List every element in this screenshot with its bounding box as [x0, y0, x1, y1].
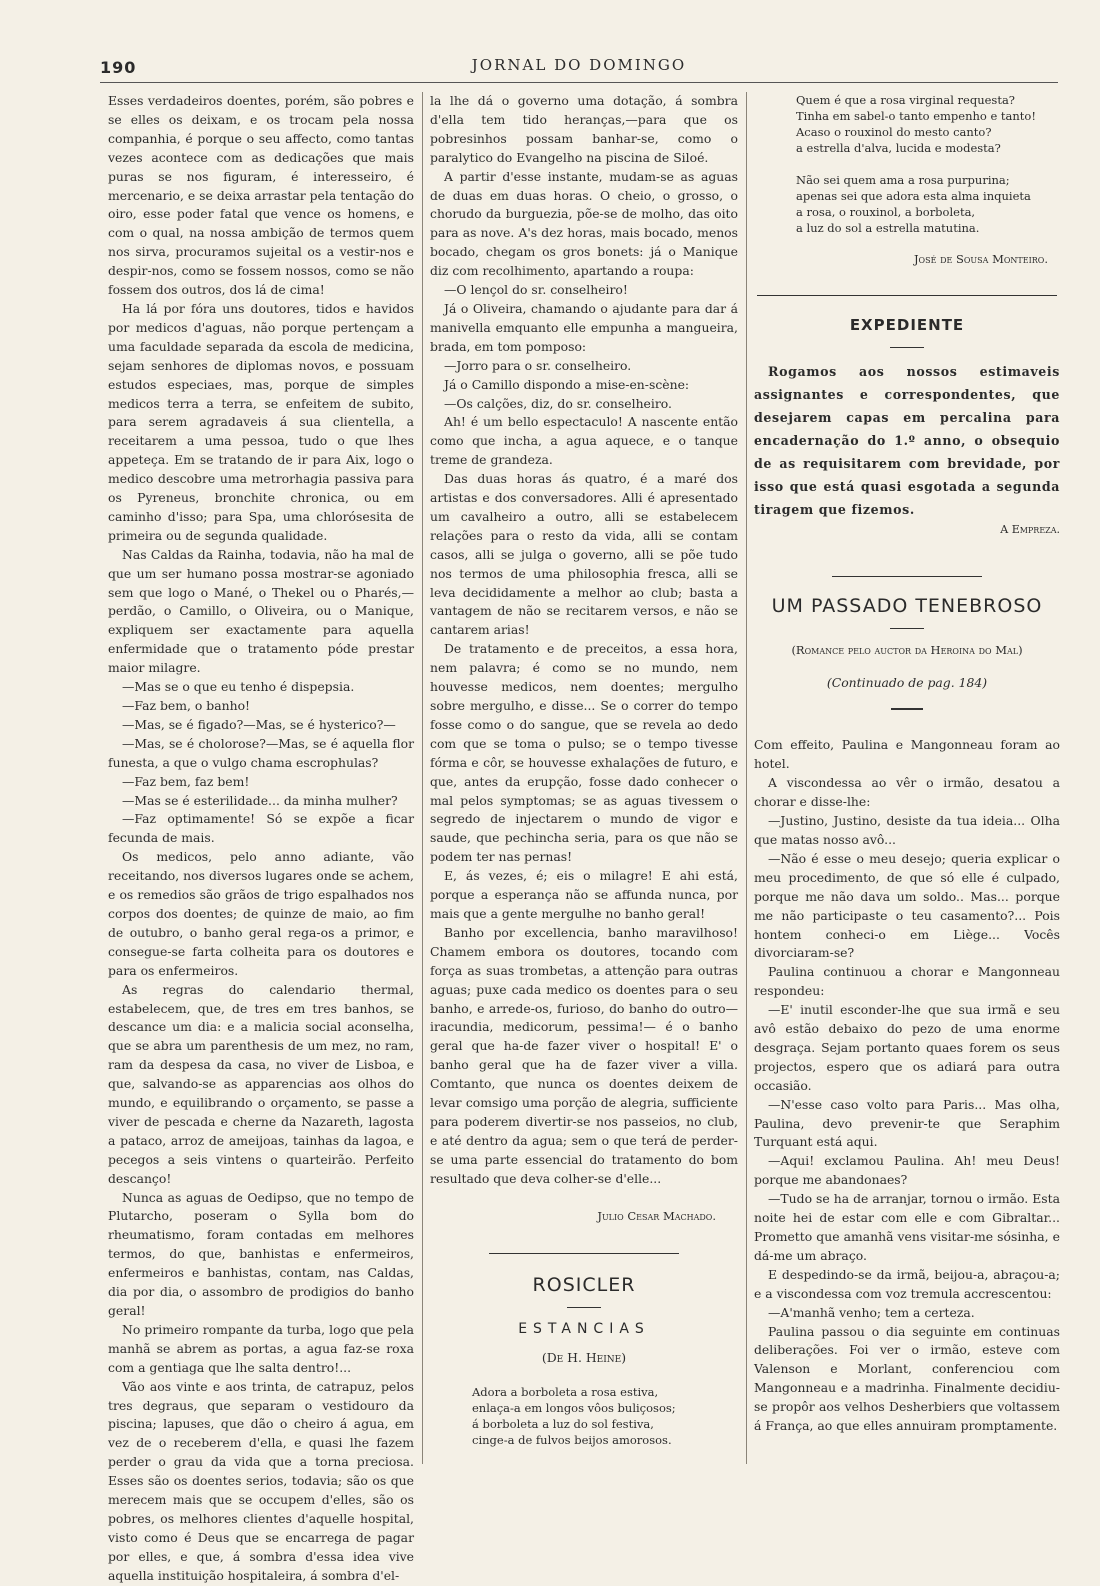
col1-paragraph: Esses verdadeiros doentes, porém, são pobres e se elles os deixam, e os trocam pela nossa companhia, é porque o seu affecto, como tantas vezes acontece com as dedicações que mais puras se nos figuram, é interesseiro, é mercenario, e se deixa arrastar pela tentação do oiro, esse poder fatal que vence os homens, e com o qual, na nossa ambição de termos quem nos sirva, procuramos sujeital os a vestir-nos e despir-nos, como se fossem nossos, como se não fossem dos outros, dos lá de cima!: [108, 93, 414, 298]
column-divider-1: [422, 92, 423, 1464]
header-rule: [100, 82, 1058, 83]
story-rule: [891, 708, 923, 710]
col2-paragraph: Banho por excellencia, banho maravilhoso! Chamem embora os doutores, tocando com força as suas trombetas, a attenção para outras aguas; puxe cada medico os doentes para o seu banho, e arrede-os, furioso, do banho do outro—iracundia, medicorum, pessima!— é o banho geral que ha-de fazer viver o hospital! E' o banho geral que ha de fazer viver a villa. Comtanto, que nunca os doentes deixem de levar comsigo uma porção de alegria, sufficiente para poderem divertir-se nos passeios, no club, e até dentro da agua; sem o que terá de perder-se uma parte essencial do tratamento do bom resultado que deva colher-se d'elle...: [430, 924, 738, 1186]
col2-paragraph: De tratamento e de preceitos, a essa hora, nem palavra; é como se no mundo, nem houvesse medicos, nem doentes; mergulho sobre mergulho, e disse... Se o correr do tempo fosse como o do sangue, que se revela ao dedo com que se toma o pulso; se o tempo tivesse fórma e côr, se houvesse exhalações de futuro, e que, antes da erupção, fosse dado conhecer o mal pelos symptomas; se as aguas tivessem o segredo de injectarem o mundo de vigor e saude, que pechincha seria, para os que não se podem ter nas pernas!: [430, 641, 738, 865]
poem-line: Acaso o rouxinol do mesto canto?: [796, 125, 992, 139]
section-rule: [832, 576, 982, 577]
col2-paragraph: A partir d'esse instante, mudam-se as aguas de duas em duas horas. O cheio, o grosso, o chorudo da burguezia, põe-se de molho, das oito para as nove. A's dez horas, mais bocado, menos bocado, chegam os gros bonets: já o Manique diz com recolhimento, apartando a roupa:: [430, 168, 738, 279]
col2-paragraph: —O lençol do sr. conselheiro!: [444, 282, 628, 298]
col2-paragraph: Ah! é um bello espectaculo! A nascente então como que incha, a agua aquece, e o tanque treme de grandeza.: [430, 414, 738, 468]
col1-paragraph: Vão aos vinte e aos trinta, de catrapuz, pelos tres degraus, que separam o vestidouro da piscina; lapuses, que dão o cheiro á agua, em vez de o receberem d'ella, e quasi lhe fazem perder o grau da vida que a torna preciosa. Esses são os doentes serios, todavia; são os que merecem mais que se occupem d'elles, são os pobres, os melhores clientes d'aquelle hospital, visto como é Deus que se encarrega de pagar por elles, e que, á sombra d'essa idea vive aquella instituição hospitaleira, á sombra d'el-: [108, 1378, 414, 1583]
title-rule: [890, 628, 924, 629]
story-paragraph: Paulina continuou a chorar e Mangonneau respondeu:: [754, 964, 1060, 999]
col2-paragraph: Já o Camillo dispondo a mise-en-scène:: [444, 376, 690, 392]
col1-paragraph: Nas Caldas da Rainha, todavia, não ha mal de que um ser humano possa mostrar-se agoniado sem que logo o Mané, o Thekel ou o Pharés,— perdão, o Camillo, o Oliveira, ou o Manique, expliquem ser exactamente para aquella enfermidade que o tratamento póde prestar maior milagre.: [108, 546, 414, 676]
story-paragraph: E despedindo-se da irmã, beijou-a, abraçou-a; e a viscondessa com voz tremula accrescentou:: [754, 1266, 1060, 1301]
poem-line: Tinha em sabel-o tanto empenho e tanto!: [796, 109, 1036, 123]
story-paragraph: —Não é esse o meu desejo; queria explicar o meu procedimento, de que só elle é culpado, porque me não dava um soldo.. Mas... porque me não participaste o teu casamento?... Pois hontem conheci-o em Liège... Vocês divorciaram-se?: [754, 850, 1060, 961]
story-subtitle: (Romance pelo auctor da Heroina do Mal): [791, 642, 1023, 657]
poem-line: á borboleta a luz do sol festiva,: [472, 1417, 654, 1432]
poem-stanza: [472, 1384, 738, 1448]
col1-paragraph: —Mas, se é cholorose?—Mas, se é aquella flor funesta, a que o vulgo chama escrophulas?: [108, 735, 414, 770]
col2-paragraph: Das duas horas ás quatro, é a maré dos artistas e dos conversadores. Alli é apresentado um cavalheiro a outro, alli se estabelecem relações para o resto da vida, alli se contam casos, alli se julga o governo, alli se põe tudo nos termos de uma philosophia fresca, alli se leva decididamente a melhor ao club; basta a vantagem de não se recitarem versos, e não se cantarem arias!: [430, 471, 738, 638]
title-rule: [890, 347, 924, 348]
poem-subtitle: ESTANCIAS: [518, 1321, 650, 1338]
story-paragraph: Paulina passou o dia seguinte em continuas deliberações. Foi ver o irmão, esteve com Valenson e Morlant, conferenciou com Mangonneau e a madrinha. Finalmente decidiu-se propôr aos velhos Desherbiers que voltassem á França, ao que elles annuiram promptamente.: [754, 1323, 1060, 1434]
col2-paragraph: —Jorro para o sr. conselheiro.: [444, 357, 632, 373]
column-divider-2: [746, 92, 747, 1464]
poem-title: ROSICLER: [532, 1274, 636, 1297]
page-number: 190: [100, 58, 137, 77]
poem-line: a estrella d'alva, lucida e modesta?: [796, 141, 1001, 155]
continued-note: (Continuado de pag. 184): [826, 674, 988, 690]
poem-stanza: [796, 92, 1060, 236]
poem-line: enlaça-a em longos vôos buliçosos;: [472, 1401, 676, 1416]
col1-paragraph: —Mas se o que eu tenho é dispepsia.: [122, 679, 355, 695]
section-rule: [757, 295, 1057, 296]
story-paragraph: —Justino, Justino, desiste da tua ideia... Olha que matas nosso avô...: [754, 813, 1060, 847]
title-rule: [567, 1307, 601, 1308]
poem-line: a luz do sol a estrella matutina.: [796, 221, 980, 235]
expediente-title: EXPEDIENTE: [849, 315, 965, 334]
col2-paragraph: E, ás vezes, é; eis o milagre! E ahi está, porque a esperança não se affunda nunca, por mais que a gente mergulhe no banho geral!: [430, 868, 738, 921]
poem-signature: José de Sousa Monteiro.: [913, 252, 1048, 266]
col1-paragraph: Os medicos, pelo anno adiante, vão receitando, nos diversos lugares onde se achem, e os remedios são grãos de trigo espalhados nos corpos dos doentes; de quinze de maio, ao fim de outubro, o banho geral rega-os a primor, e consegue-se farta colheita para os doutores e para os enfermeiros.: [108, 849, 414, 978]
story-paragraph: —A'manhã venho; tem a certeza.: [768, 1304, 975, 1320]
poem-line: apenas sei que adora esta alma inquieta: [796, 189, 1031, 203]
col1-paragraph: —Faz bem, o banho!: [122, 698, 251, 713]
col2-paragraph: Já o Oliveira, chamando o ajudante para dar á manivella emquanto elle empunha a mangueira, brada, em tom pomposo:: [430, 300, 738, 354]
col2-paragraph: la lhe dá o governo uma dotação, á sombra d'ella tem tido heranças,—para que os pobresinhos possam banhar-se, como o paralytico do Evangelho na piscina de Siloé.: [430, 93, 738, 165]
story-paragraph: —E' inutil esconder-lhe que sua irmã e seu avô estão debaixo do pezo de uma enorme desgraça. Sejam portanto quaes forem os seus projectos, espero que os adiará para outra occasião.: [754, 1002, 1060, 1093]
journal-title: JORNAL DO DOMINGO: [471, 56, 687, 74]
page-header: [100, 56, 1058, 80]
story-paragraph: —Tudo se ha de arranjar, tornou o irmão. Esta noite hei de estar com elle e com Gibraltar... Prometto que amanhã vens visitar-me sósinha, e dá-me um abraço.: [754, 1191, 1060, 1263]
column-3: [754, 92, 1060, 1472]
story-paragraph: —N'esse caso volto para Paris... Mas olha, Paulina, devo prevenir-te que Seraphim Turquant está aqui.: [754, 1096, 1060, 1150]
col2-paragraph: —Os calções, diz, do sr. conselheiro.: [444, 395, 672, 411]
col1-paragraph: As regras do calendario thermal, estabelecem, que, de tres em tres banhos, se descance um dia: e a malicia social aconselha, que se abra um parenthesis de um mez, no ram, ram da despesa da casa, no viver de Lisboa, e que, salvando-se as apparencias aos olhos do mundo, e equilibrando o orçamento, se passe a viver de pescada e cherne da Nazareth, lagosta a pataco, arroz de ameijoas, tainhas da lagoa, e pecegos a seis vintens o quarteirão. Perfeito descanço!: [108, 981, 414, 1186]
poem-attribution: (De H. Heine): [541, 1350, 627, 1366]
col1-paragraph: Ha lá por fóra uns doutores, tidos e havidos por medicos d'aguas, não porque pertençam a uma faculdade separada da escola de medicina, sejam senhores de diplomas novos, e possuam estudos especiaes, mas, porque de simples medicos terra a terra, se enfeitem de subito, para serem agradaveis á sua clientella, a receitarem a uma pessoa, tudo o que lhes appeteça. Em se tratando de ir para Aix, logo o medico descobre uma metrorhagia passiva para os Pyreneus, bronchite chronica, ou em caminho d'isso; para Spa, uma chlorósesita de primeira ou de segunda qualidade.: [108, 300, 414, 543]
col1-paragraph: —Mas, se é figado?—Mas, se é hysterico?—: [122, 716, 396, 732]
section-rule: [489, 1253, 679, 1254]
expediente-notice: Rogamos aos nossos estimaveis assignantes e correspondentes, que desejarem capas em percalina para encadernação do 1.º anno, o obsequio de as requisitarem com brevidade, por isso que está quasi esgotada a segunda tiragem que fizemos.: [754, 363, 1060, 517]
poem-line: a rosa, o rouxinol, a borboleta,: [796, 205, 976, 219]
stanza-gap: [796, 156, 1060, 172]
story-title: UM PASSADO TENEBROSO: [771, 594, 1043, 617]
col1-paragraph: —Faz bem, faz bem!: [122, 773, 250, 789]
col1-paragraph: —Faz optimamente! Só se expõe a ficar fecunda de mais.: [108, 811, 414, 846]
poem-line: Não sei quem ama a rosa purpurina;: [796, 173, 1010, 187]
story-paragraph: Com effeito, Paulina e Mangonneau foram ao hotel.: [754, 737, 1060, 772]
poem-line: cinge-a de fulvos beijos amorosos.: [472, 1433, 672, 1448]
poem-line: Adora a borboleta a rosa estiva,: [472, 1385, 659, 1400]
expediente-signature: A Empreza.: [1000, 522, 1060, 536]
article-signature: Julio Cesar Machado.: [597, 1208, 716, 1223]
col1-paragraph: No primeiro rompante da turba, logo que pela manhã se abrem as portas, a agua faz-se roxa com a gentiaga que lhe salta dentro!...: [108, 1321, 414, 1375]
col1-paragraph: Nunca as aguas de Oedipso, que no tempo de Plutarcho, poseram o Sylla bom do rheumatismo, foram contadas em melhores termos, do que, banhistas e enfermeiros, enfermeiros e banhistas, contam, nas Caldas, dia por dia, o assombro de prodigios do banho geral!: [108, 1189, 414, 1318]
col1-paragraph: —Mas se é esterilidade... da minha mulher?: [122, 792, 398, 808]
column-2: [430, 92, 738, 1472]
column-1: [108, 92, 414, 1583]
poem-line: Quem é que a rosa virginal requesta?: [796, 93, 1015, 107]
story-paragraph: —Aqui! exclamou Paulina. Ah! meu Deus! porque me abandonaes?: [754, 1153, 1060, 1188]
story-paragraph: A viscondessa ao vêr o irmão, desatou a chorar e disse-lhe:: [754, 775, 1060, 810]
